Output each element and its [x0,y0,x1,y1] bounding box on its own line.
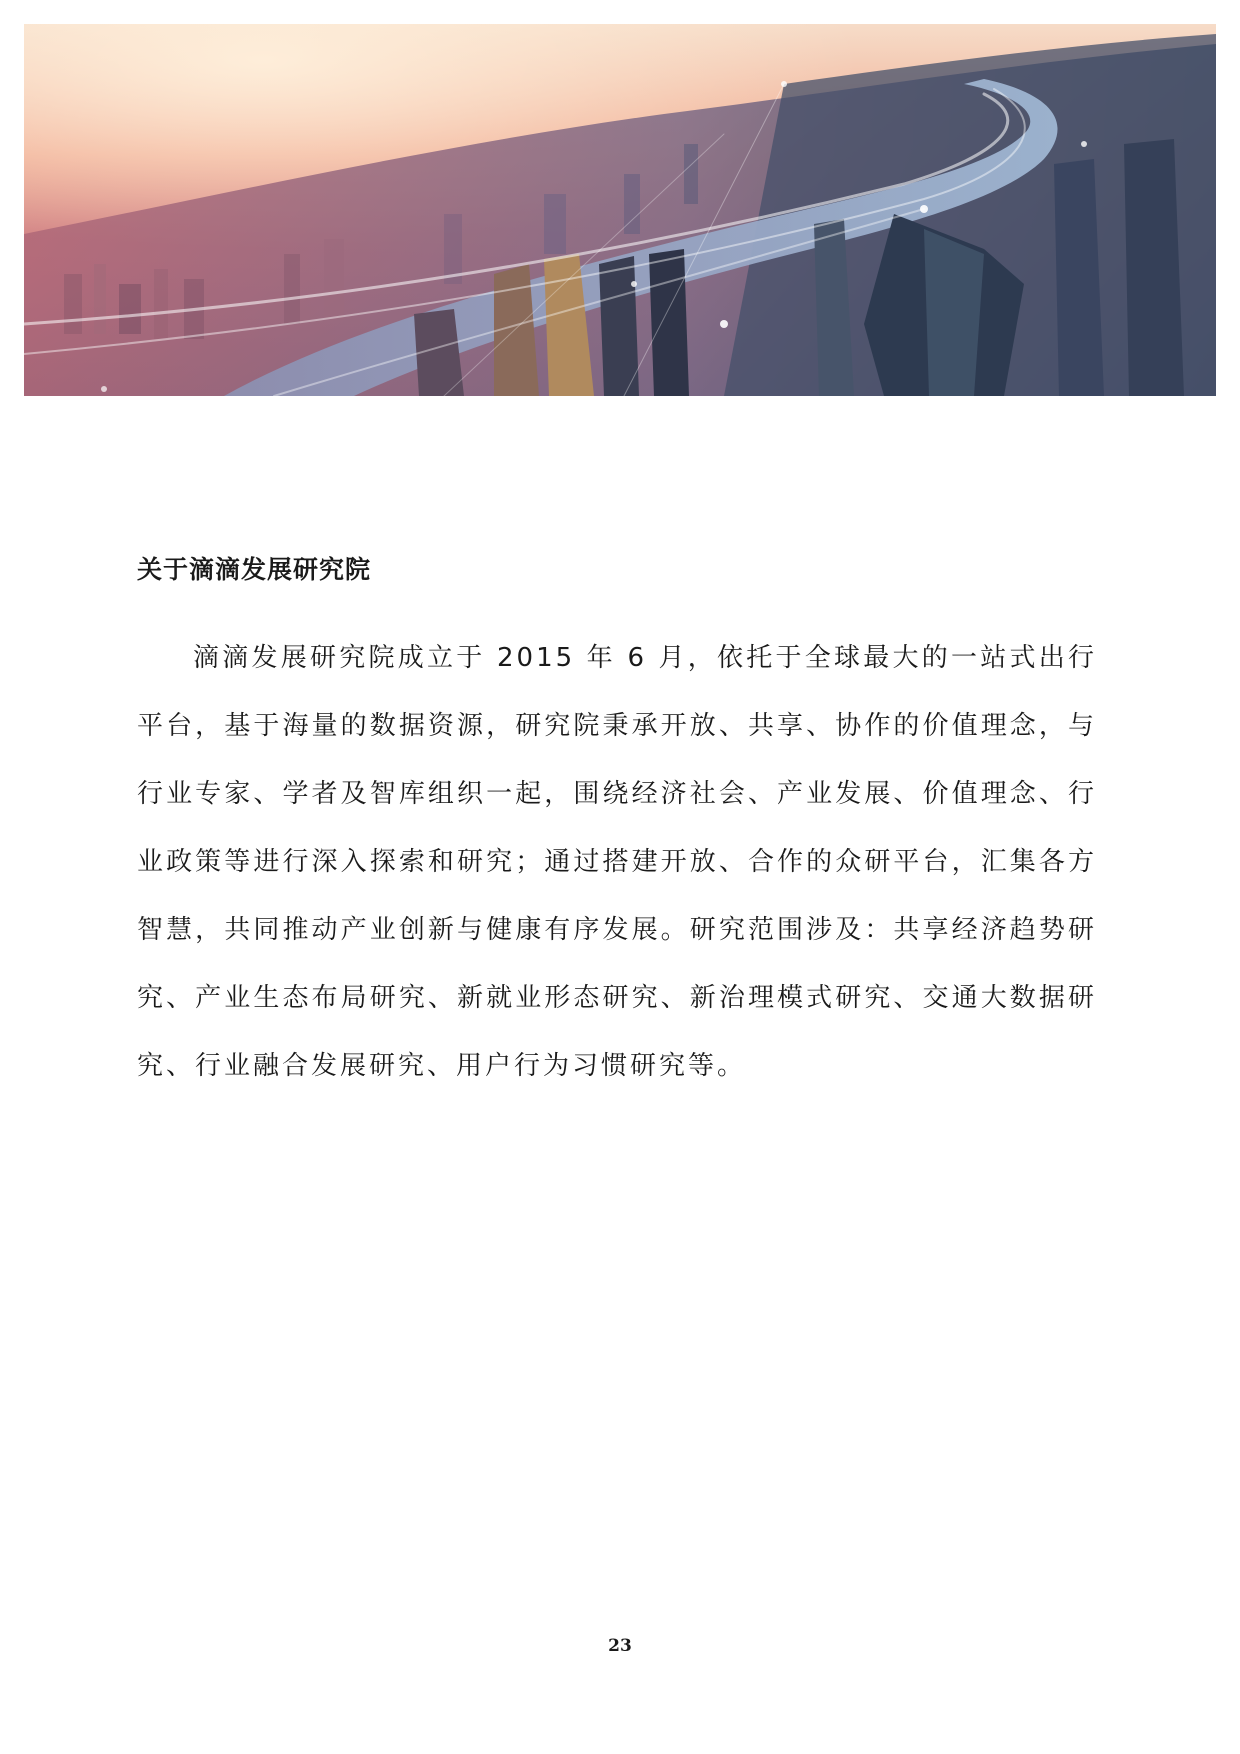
section-body-paragraph: 滴滴发展研究院成立于 2015 年 6 月，依托于全球最大的一站式出行平台，基于海量的数据资源，研究院秉承开放、共享、协作的价值理念，与行业专家、学者及智库组织一起，围绕经济社会、产业发展、价值理念、行业政策等进行深入探索和研究；通过搭建开放、合作的众研平台，汇集各方智慧，共同推动产业创新与健康有序发展。研究范围涉及：共享经济趋势研究、产业生态布局研究、新就业形态研究、新治理模式研究、交通大数据研究、行业融合发展研究、用户行为习惯研究等。 [137,643,1097,1081]
about-section [137,548,1097,1100]
section-title: 关于滴滴发展研究院 [137,555,372,584]
hero-city-skyline-image [24,24,1216,396]
page-number: 23 [608,1636,632,1656]
